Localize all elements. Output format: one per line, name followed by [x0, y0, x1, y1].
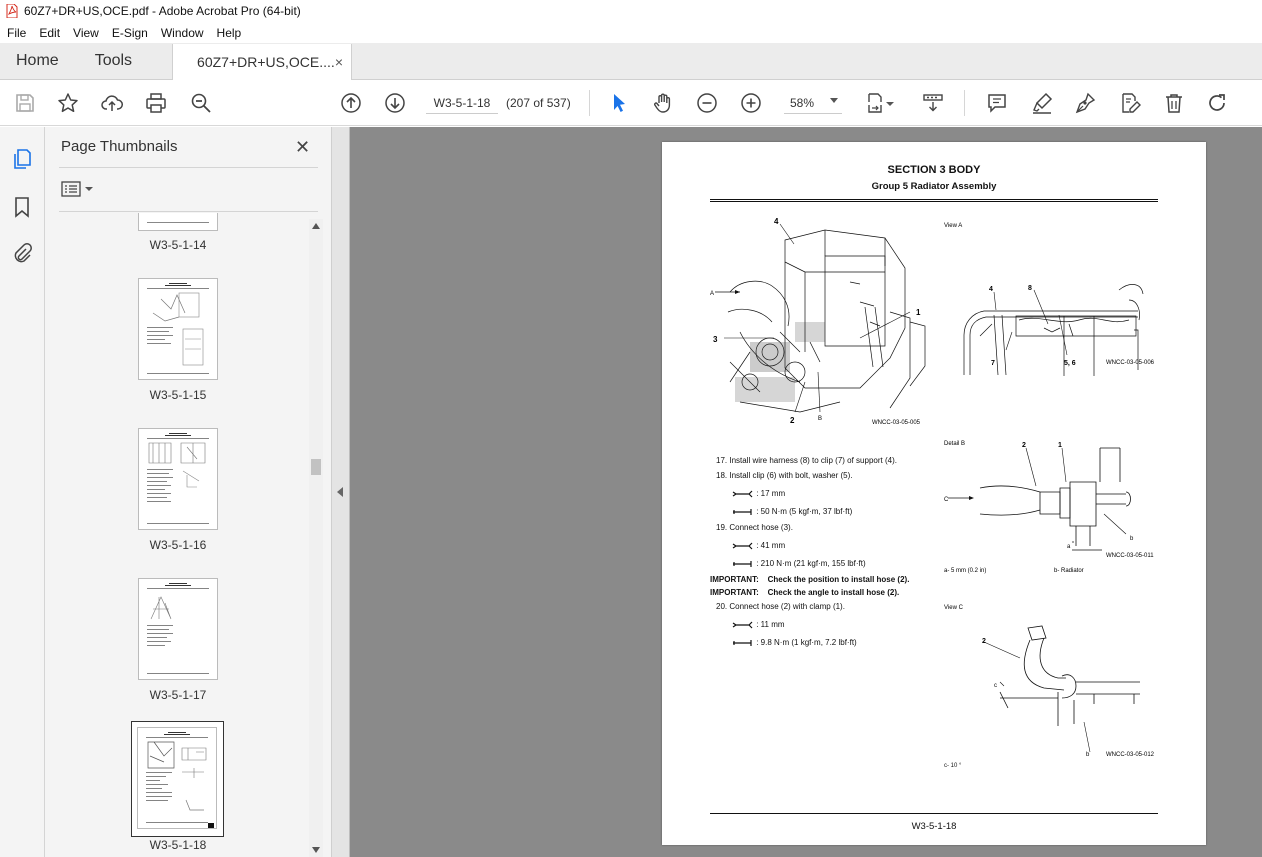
acrobat-icon	[6, 4, 18, 18]
toolbar-divider	[589, 90, 590, 116]
figure-id-011: WNCC-03-05-011	[1106, 553, 1154, 559]
figure-id-006: WNCC-03-05-006	[1106, 360, 1155, 366]
scroll-mode-button[interactable]	[921, 91, 945, 115]
printer-icon	[145, 92, 167, 114]
callout-4: 4	[774, 217, 779, 226]
select-tool-button[interactable]	[607, 91, 631, 115]
page-number-input[interactable]	[426, 92, 498, 114]
callout-c: c	[994, 683, 997, 689]
bookmark-star-button[interactable]	[56, 91, 80, 115]
figure-detail-b	[944, 438, 1160, 578]
spec-wrench	[732, 489, 785, 498]
callout-4: 4	[989, 286, 993, 293]
page-thumbnails-button[interactable]	[10, 147, 34, 171]
scroll-mode-icon	[922, 92, 944, 114]
wrench-icon	[732, 621, 754, 629]
zoom-in-button[interactable]	[739, 91, 763, 115]
figure-view-a	[944, 220, 1160, 392]
arrow-down-circle-icon	[384, 92, 406, 114]
cloud-upload-icon	[101, 92, 123, 114]
callout-a: a	[1067, 544, 1071, 550]
important-label: IMPORTANT:	[710, 588, 759, 597]
callout-7: 7	[991, 360, 995, 367]
thumbnail-list	[59, 213, 309, 857]
callout-1: 1	[1058, 442, 1062, 449]
trash-icon	[1163, 92, 1185, 114]
note-a: a- 5 mm (0.2 in)	[944, 568, 987, 574]
page-thumbnail-image	[139, 429, 217, 529]
thumbnail-options-button[interactable]	[61, 181, 93, 197]
title-bar	[0, 0, 1262, 22]
callout-b: b	[1130, 536, 1134, 542]
chevron-down-icon	[884, 92, 896, 114]
menu-window[interactable]: Window	[160, 25, 204, 40]
step-17: 17. Install wire harness (8) to clip (7) of support (4).	[716, 456, 897, 465]
figure-id-005: WNCC-03-05-005	[872, 420, 921, 426]
spec-text: : 11 mm	[756, 620, 785, 629]
figure-title-view-a: View A	[944, 223, 963, 229]
figure-radiator-installation	[710, 212, 940, 432]
page-count: (207 of 537)	[506, 96, 571, 110]
spec-text: : 9.8 N·m (1 kgf·m, 7.2 lbf·ft)	[756, 638, 857, 647]
document-viewport	[350, 127, 1262, 857]
highlighter-icon	[1031, 92, 1053, 114]
toolbar-divider	[964, 90, 965, 116]
spec-torque	[732, 638, 857, 647]
callout-2: 2	[982, 638, 986, 645]
save-button[interactable]	[13, 91, 37, 115]
page-footer: W3-5-1-18	[911, 821, 957, 832]
callout-b: b	[1086, 752, 1090, 758]
menu-file[interactable]: File	[7, 25, 27, 40]
important-note	[710, 588, 899, 597]
spec-torque	[732, 559, 866, 568]
torque-wrench-icon	[732, 639, 754, 647]
tab-home[interactable]: Home	[16, 52, 59, 69]
arrow-up-circle-icon	[340, 92, 362, 114]
window-title: 60Z7+DR+US,OCE.pdf - Adobe Acrobat Pro (64-bit)	[24, 4, 301, 18]
thumbnail-page[interactable]	[138, 578, 218, 680]
page-section-heading: SECTION 3 BODY	[887, 164, 981, 176]
spec-torque	[732, 507, 852, 516]
page-thumbnail-image	[139, 279, 217, 379]
callout-A: A	[710, 291, 715, 297]
rotate-clockwise-icon	[1206, 92, 1228, 114]
callout-1: 1	[916, 308, 921, 317]
page-thumbnail-image	[139, 579, 217, 679]
tab-row	[0, 43, 1262, 80]
upload-button[interactable]	[100, 91, 124, 115]
callout-2: 2	[1022, 442, 1026, 449]
chevron-down-icon	[85, 186, 93, 192]
header-rule	[710, 201, 1158, 202]
figure-title-detail-b: Detail B	[944, 441, 966, 447]
note-b: b- Radiator	[1054, 568, 1084, 574]
footer-rule	[710, 813, 1158, 814]
panel-title: Page Thumbnails	[61, 138, 178, 155]
spec-wrench	[732, 541, 785, 550]
scroll-down-arrow-icon[interactable]	[312, 847, 320, 853]
page-thumbnail-image	[138, 728, 216, 828]
figure-title-view-c: View C	[944, 605, 963, 611]
page-group-heading: Group 5 Radiator Assembly	[871, 181, 997, 192]
zoom-out-button[interactable]	[695, 91, 719, 115]
comment-button[interactable]	[985, 91, 1009, 115]
callout-B: B	[818, 416, 823, 422]
next-page-button[interactable]	[383, 91, 407, 115]
cursor-arrow-icon	[608, 92, 630, 114]
pages-icon	[11, 148, 33, 170]
step-20: 20. Connect hose (2) with clamp (1).	[716, 602, 845, 611]
tab-tools[interactable]: Tools	[94, 52, 133, 69]
spec-wrench	[732, 620, 785, 629]
spec-text: : 50 N·m (5 kgf·m, 37 lbf·ft)	[756, 507, 853, 516]
plus-circle-icon	[740, 92, 762, 114]
thumbnail-page-current[interactable]	[137, 727, 217, 829]
callout-C: C	[944, 497, 949, 503]
scrollbar-thumb[interactable]	[311, 459, 321, 475]
bookmarks-button[interactable]	[10, 195, 34, 219]
menu-bar	[0, 22, 1262, 43]
torque-wrench-icon	[732, 508, 754, 516]
menu-esign[interactable]: E-Sign	[111, 25, 148, 40]
thumbnail-label: W3-5-1-18	[149, 838, 207, 852]
step-19: 19. Connect hose (3).	[716, 523, 793, 532]
callout-2: 2	[790, 416, 795, 425]
step-18: 18. Install clip (6) with bolt, washer (5).	[716, 471, 853, 480]
find-button[interactable]	[189, 91, 213, 115]
toolbar	[0, 80, 1262, 126]
spec-text: : 41 mm	[756, 541, 786, 550]
thumbnail-label: W3-5-1-16	[149, 538, 207, 552]
thumbnail-scrollbar[interactable]	[309, 219, 323, 857]
panel-splitter[interactable]	[332, 127, 350, 857]
menu-view[interactable]: View	[73, 25, 99, 40]
collapse-panel-icon[interactable]	[337, 487, 343, 497]
spec-text: : 210 N·m (21 kgf·m, 155 lbf·ft)	[756, 559, 866, 568]
torque-wrench-icon	[732, 560, 754, 568]
thumbnail-page[interactable]	[138, 428, 218, 530]
spec-text: : 17 mm	[756, 489, 786, 498]
note-c: c- 10 °	[944, 763, 962, 769]
thumbnail-label: W3-5-1-14	[149, 238, 207, 252]
figure-id-012: WNCC-03-05-012	[1106, 752, 1155, 758]
thumbnail-label: W3-5-1-17	[149, 688, 207, 702]
divider	[59, 211, 318, 212]
save-icon	[14, 92, 36, 114]
header-rule	[710, 199, 1158, 200]
print-button[interactable]	[144, 91, 168, 115]
pdf-page	[662, 142, 1206, 845]
page-display-menu[interactable]	[884, 91, 896, 115]
figure-view-c	[944, 602, 1160, 774]
page-thumbnail-image	[139, 213, 217, 230]
wrench-icon	[732, 490, 754, 498]
paperclip-icon	[11, 242, 33, 264]
divider	[59, 167, 318, 168]
delete-button[interactable]	[1162, 91, 1186, 115]
thumbnails-panel	[45, 127, 332, 857]
minus-circle-icon	[696, 92, 718, 114]
menu-help[interactable]: Help	[216, 25, 242, 40]
important-text: Check the angle to install hose (2).	[767, 588, 900, 597]
tab-document-label: 60Z7+DR+US,OCE....	[197, 54, 335, 70]
bookmark-icon	[11, 196, 33, 218]
hand-tool-button[interactable]	[651, 91, 675, 115]
scroll-up-arrow-icon[interactable]	[312, 223, 320, 229]
thumbnail-page[interactable]	[138, 278, 218, 380]
attachments-button[interactable]	[10, 241, 34, 265]
important-note	[710, 575, 909, 584]
star-icon	[57, 92, 79, 114]
tab-document[interactable]	[172, 44, 352, 80]
zoom-level-select[interactable]	[784, 92, 842, 114]
chevron-down-icon	[830, 98, 838, 103]
list-options-icon	[61, 181, 81, 197]
fountain-pen-icon	[1074, 92, 1096, 114]
highlight-button[interactable]	[1030, 91, 1054, 115]
edit-pdf-button[interactable]	[1118, 91, 1142, 115]
comment-icon	[986, 92, 1008, 114]
menu-edit[interactable]: Edit	[39, 25, 61, 40]
close-tab-button[interactable]: ×	[334, 54, 344, 70]
important-text: Check the position to install hose (2).	[767, 575, 910, 584]
zoom-level-value: 58%	[790, 95, 815, 110]
previous-page-button[interactable]	[339, 91, 363, 115]
close-panel-button[interactable]: ✕	[295, 137, 311, 157]
callout-8: 8	[1028, 285, 1032, 292]
left-rail	[0, 127, 45, 857]
wrench-icon	[732, 542, 754, 550]
thumbnail-page[interactable]	[138, 213, 218, 231]
sign-button[interactable]	[1073, 91, 1097, 115]
hand-icon	[652, 92, 674, 114]
callout-3: 3	[713, 335, 718, 344]
zoom-search-icon	[190, 92, 212, 114]
rotate-button[interactable]	[1205, 91, 1229, 115]
callout-5-6: 5, 6	[1064, 360, 1076, 367]
thumbnail-label: W3-5-1-15	[149, 388, 207, 402]
edit-document-icon	[1119, 92, 1141, 114]
important-label: IMPORTANT:	[710, 575, 759, 584]
